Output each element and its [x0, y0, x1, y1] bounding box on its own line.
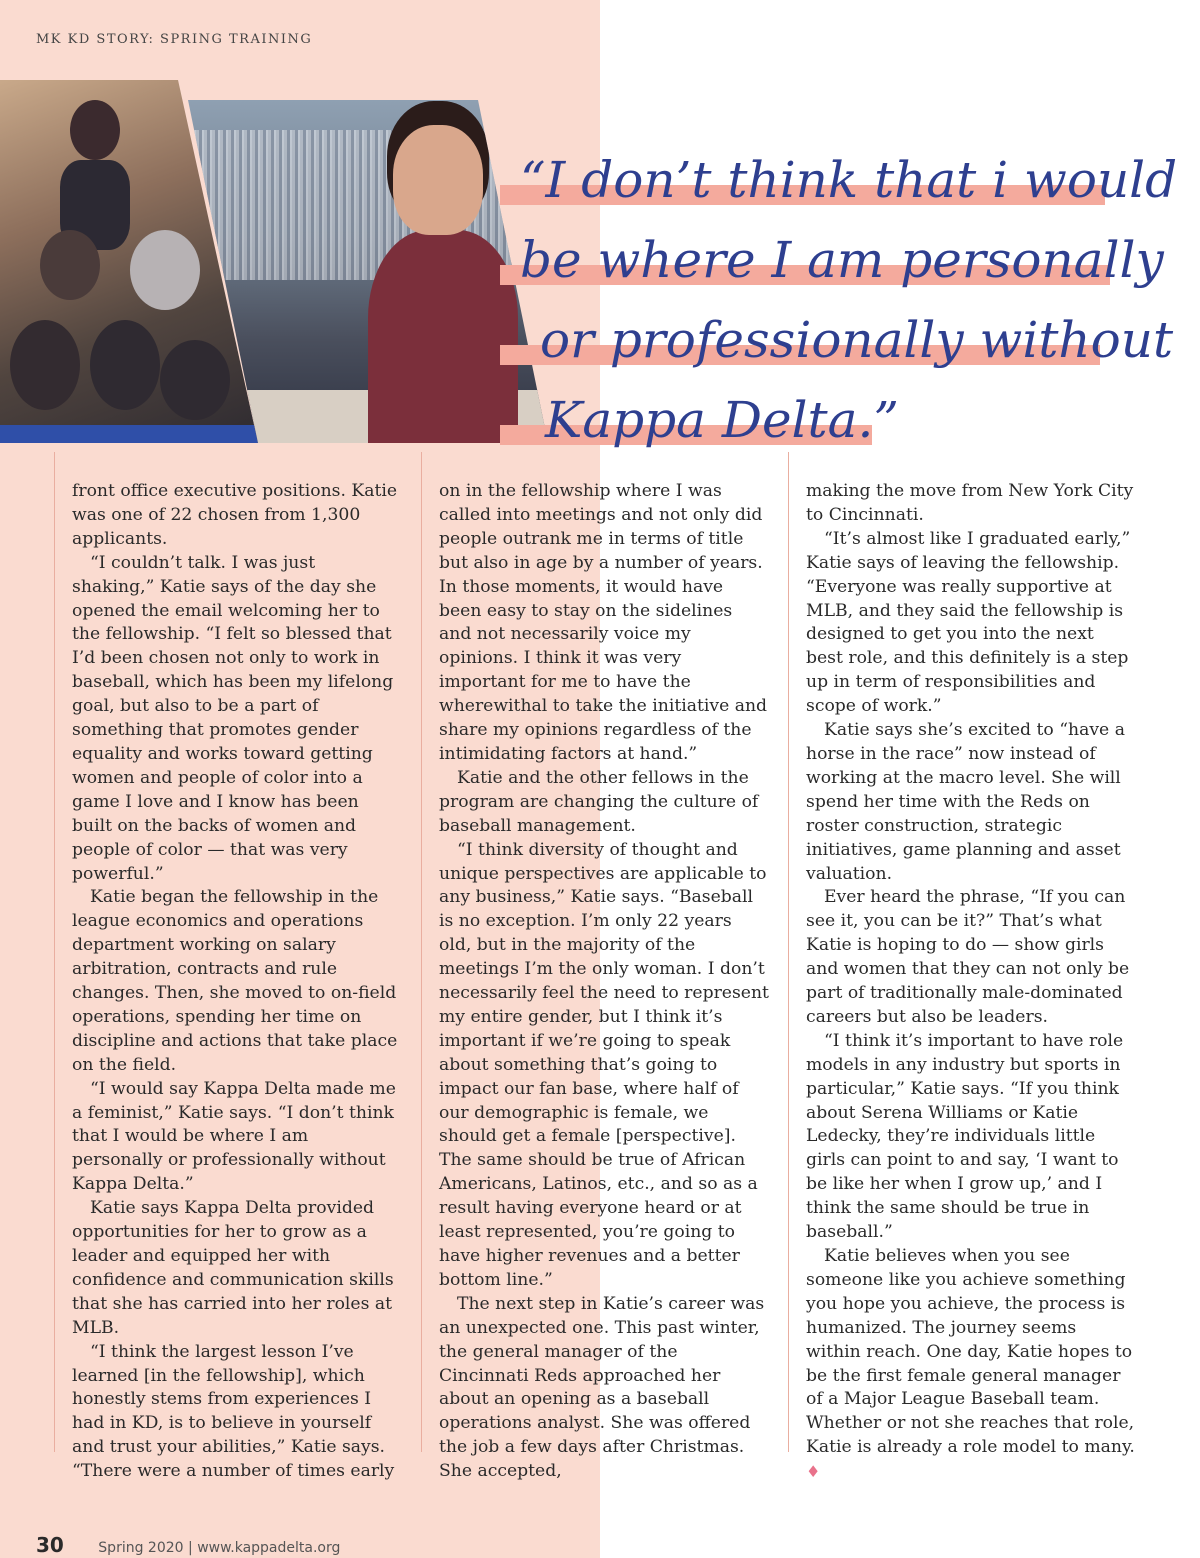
diamond-icon: ♦: [806, 1462, 821, 1482]
paragraph: Ever heard the phrase, “If you can see it, you can be it?” That’s what Katie is hoping to do — show girls and women that they can not only be part of traditionally male-dominated careers but also be leaders.: [806, 887, 1130, 1027]
page-footer: [36, 1533, 340, 1557]
photo-figure: [70, 100, 120, 160]
blue-stripe: [0, 425, 258, 443]
article-column-2: [439, 480, 769, 1484]
paragraph: “I would say Kappa Delta made me a feminist,” Katie says. “I don’t think that I would be where I am personally or professionally without Kappa Delta.”: [72, 1078, 396, 1195]
column-rule: [54, 452, 55, 1452]
paragraph: [806, 1245, 1136, 1485]
paragraph: “I couldn’t talk. I was just shaking,” Katie says of the day she opened the email welcoming her to the fellowship. “I felt so blessed that I’d been chosen not only to work in baseball, which has been my lifelong goal, but also to be a part of something that promotes gender equality and works toward getting women and people of color into a game I love and I know has been built on the backs of women and people of color — that was very powerful.”: [72, 552, 394, 884]
woman-head: [393, 125, 483, 235]
photo-figure: [10, 320, 80, 410]
page-number: 30: [36, 1533, 64, 1557]
paragraph: “I think it’s important to have role models in any industry but sports in particular,” Katie says. “If you think about Serena Williams or Katie Ledecky, they’re individuals little girls can point to and say, ‘I want to be like her when I grow up,’ and I think the same should be true in baseball.”: [806, 1030, 1124, 1243]
article-column-1: [72, 480, 400, 1484]
issue-label: Spring 2020: [98, 1540, 184, 1556]
pull-quote-line: [500, 220, 1164, 300]
photo-figure: [90, 320, 160, 410]
paragraph: The next step in Katie’s career was an unexpected one. This past winter, the general manager of the Cincinnati Reds approached her about an opening as a baseball operations analyst. She was offered the job a few days after Christmas. She accepted,: [439, 1293, 765, 1482]
paragraph: “It’s almost like I graduated early,” Katie says of leaving the fellowship. “Everyone was really supportive at MLB, and they said the fellowship is designed to get you into the next best role, and this definitely is a step up in term of responsibilities and scope of work.”: [806, 528, 1131, 717]
photo-figure: [160, 340, 230, 420]
pull-quote-line: [500, 140, 1178, 220]
pull-quote-text: or professionally without: [540, 311, 1174, 369]
paragraph: front office executive positions. Katie was one of 22 chosen from 1,300 applicants.: [72, 481, 398, 549]
pull-quote-text: be where I am personally: [520, 231, 1164, 289]
pull-quote: [500, 140, 1178, 460]
pull-quote-text: “I don’t think that i would: [520, 151, 1178, 209]
article-column-3: [806, 480, 1136, 1485]
paragraph: Katie and the other fellows in the program are changing the culture of baseball management.: [439, 767, 759, 836]
photo-figure: [130, 230, 200, 310]
website-link[interactable]: www.kappadelta.org: [197, 1540, 341, 1556]
column-rule: [788, 452, 789, 1452]
footer-separator: |: [188, 1540, 193, 1556]
paragraph: Katie says Kappa Delta provided opportunities for her to grow as a leader and equipped her with confidence and communication skills that she has carried into her roles at MLB.: [72, 1198, 394, 1338]
pull-quote-text: Kappa Delta.”: [545, 391, 899, 449]
column-rule: [421, 452, 422, 1452]
photo-figure: [40, 230, 100, 300]
paragraph: Katie began the fellowship in the league economics and operations department working on salary arbitration, contracts and rule changes. Then, she moved to on-field operations, spending her time on discipline and actions that take place on the field.: [72, 887, 398, 1075]
paragraph: on in the fellowship where I was called into meetings and not only did people outrank me in terms of title but also in age by a number of years. In those moments, it would have been easy to stay on the sidelines and not necessarily voice my opinions. I think it was very important for me to have the wherewithal to take the initiative and share my opinions regardless of the intimidating factors at hand.”: [439, 481, 768, 764]
paragraph: “I think diversity of thought and unique perspectives are applicable to any business,” Katie says. “Baseball is no exception. I’m only 22 years old, but in the majority of the meetings I’m the only woman. I don’t necessarily feel the need to represent my entire gender, but I think it’s important if we’re going to speak about something that’s going to impact our fan base, where half of our demographic is female, we should get a female [perspective]. The same should be true of African Americans, Latinos, etc., and so as a result having everyone heard or at least represented, you’re going to have higher revenues and a better bottom line.”: [439, 839, 769, 1290]
paragraph-text: Katie believes when you see someone like you achieve something you hope you achieve, the process is humanized. The journey seems within reach. One day, Katie hopes to be the first female general manager of a Major League Baseball team. Whether or not she reaches that role, Katie is already a role model to many.: [806, 1246, 1135, 1458]
woman-body: [368, 230, 518, 443]
pull-quote-line: [500, 300, 1174, 380]
paragraph: “I think the largest lesson I’ve learned [in the fellowship], which honestly stems from experiences I had in KD, is to believe in yourself and trust your abilities,” Katie says. “There were a number of times early: [72, 1341, 395, 1482]
section-kicker: MK KD STORY: SPRING TRAINING: [36, 32, 313, 47]
paragraph: Katie says she’s excited to “have a horse in the race” now instead of working at the macro level. She will spend her time with the Reds on roster construction, strategic initiatives, game planning and asset valuation.: [806, 720, 1125, 884]
pull-quote-line: [500, 380, 1120, 460]
paragraph: making the move from New York City to Cincinnati.: [806, 481, 1134, 525]
